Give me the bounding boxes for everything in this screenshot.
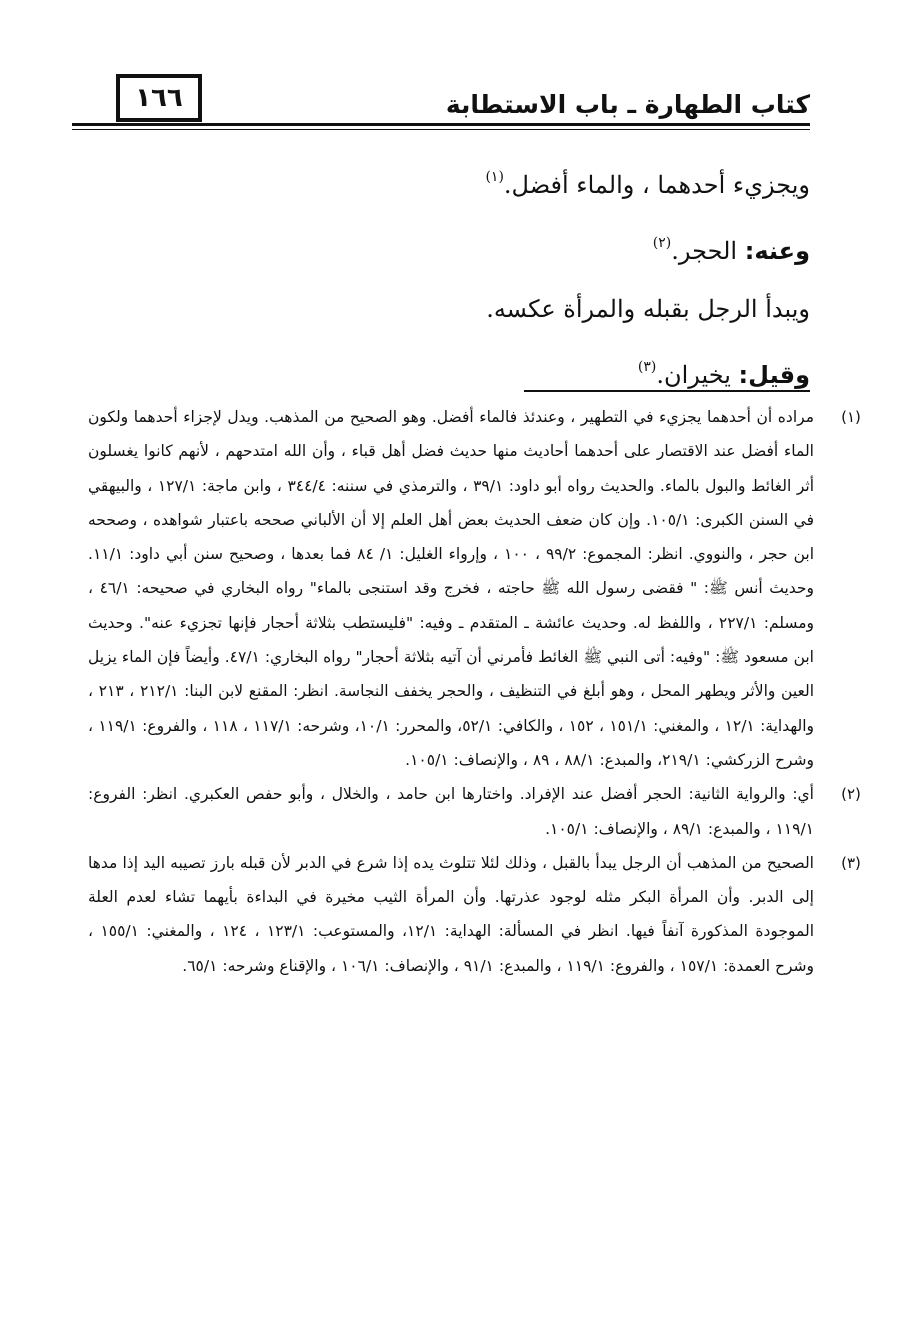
footnote-1-text: مراده أن أحدهما يجزيء في التطهير ، وعندئذ فالماء أفضل. وهو الصحيح من المذهب. ويدل لإجزاء أحدهما ولكون الماء أفضل عند الاقتصار على أحدهما أحاديث منها حديث فضل أهل قباء ، وأن الله امتدحهم ، لأنهم كانوا يغسلون أثر الغائط والبول بالماء. والحديث رواه أبو داود: ٣٩/١ ، والترمذي في سننه: ٣٤٤/٤ ، وابن ماجة: ١٢٧/١ ، والبيهقي في السنن الكبرى: ١٠٥/١. وإن كان ضعف الحديث بعض أهل العلم إلا أن الألباني صححه باعتبار شواهده ، وصححه ابن حجر ، والنووي. انظر: المجموع: ٩٩/٢ ، ١٠٠ ، وإرواء الغليل: ١/ ٨٤ فما بعدها ، وصحيح سنن أبي داود: ١١/١. وحديث أنس ﷺ: " فقضى رسول الله ﷺ حاجته ، فخرج وقد استنجى بالماء" رواه البخاري في صحيحه: ٤٦/١ ، ومسلم: ٢٢٧/١ ، واللفظ له. وحديث عائشة ـ المتقدم ـ وفيه: "فليستطب بثلاثة أحجار فإنها تجزيء عنه". وحديث ابن مسعود ﷺ: "وفيه: أتى النبي ﷺ الغائط فأمرني أن آتيه بثلاثة أحجار" رواه البخاري: ٤٧/١. وأيضاً فإن الماء يزيل العين والأثر ويطهر المحل ، وهو أبلغ في التنظيف ، والحجر يخفف النجاسة. انظر: المقنع لابن البنا: ٢١٢/١ ، ٢١٣ ، والهداية: ١٢/١ ، والمغني: ١٥١/١ ، ١٥٢ ، والكافي: ٥٢/١، والمحرر: ١٠/١، وشرحه: ١١٧/١ ، ١١٨ ، والفروع: ١١٩/١ ، وشرح الزركشي: ٢١٩/١، والمبدع: ٨٨/١ ، ٨٩ ، والإنصاف: ١٠٥/١. [88,408,815,769]
footnote-2-text: أي: والرواية الثانية: الحجر أفضل عند الإفراد. واختارها ابن حامد ، والخلال ، وأبو حفص العكبري. انظر: الفروع: ١١٩/١ ، والمبدع: ٨٩/١ ، والإنصاف: ١٠٥/١. [88,785,814,838]
footnote-ref-2: (٢) [652,235,672,251]
footnote-2-number: (٢) [841,785,861,804]
main-line-2-text: الحجر. [671,237,738,265]
main-line-2-label: وعنه: [744,237,810,265]
footnote-separator [524,390,810,392]
main-line-1-text: ويجزيء أحدهما ، والماء أفضل. [503,171,810,199]
footnote-3-number: (٣) [841,853,861,872]
footnote-3 [88,846,861,983]
page-number: ١٦٦ [116,74,202,122]
main-line-4-label: وقيل: [738,361,810,389]
main-line-4 [250,338,810,404]
main-line-3: ويبدأ الرجل بقبله والمرأة عكسه. [486,295,810,323]
footnote-ref-1: (١) [485,169,504,185]
footnote-3-text: الصحيح من المذهب أن الرجل يبدأ بالقبل ، وذلك لئلا تتلوث يده إذا شرع في الدبر لأن قبله بارز تصيبه اليد إذا مدها إلى الدبر. وأن المرأة البكر مثله لوجود عذرتها. وأن المرأة الثيب مخيرة في البداءة بأيهما تشاء لعدم العلة الموجودة المذكورة آنفاً فيها. انظر في المسألة: الهداية: ١٢/١، والمستوعب: ١٢٣/١ ، ١٢٤ ، والمغني: ١٥٥/١ ، وشرح العمدة: ١٥٧/١ ، والفروع: ١١٩/١ ، والمبدع: ٩١/١ ، والإنصاف: ١٠٦/١ ، والإقناع وشرحه: ٦٥/١. [88,853,815,975]
footnote-1 [88,400,861,777]
main-line-1 [250,148,810,214]
footnotes [88,400,861,983]
footnote-1-number: (١) [841,408,861,426]
running-title: كتاب الطهارة ـ باب الاستطابة [445,90,810,119]
main-line-4-text: يخيران. [656,361,731,389]
footnote-2 [88,777,861,846]
main-text [250,148,810,404]
header-rule-thin [72,129,810,130]
footnote-ref-3: (٣) [637,359,657,375]
main-line-2 [250,214,810,280]
header-rule-thick [72,123,810,126]
